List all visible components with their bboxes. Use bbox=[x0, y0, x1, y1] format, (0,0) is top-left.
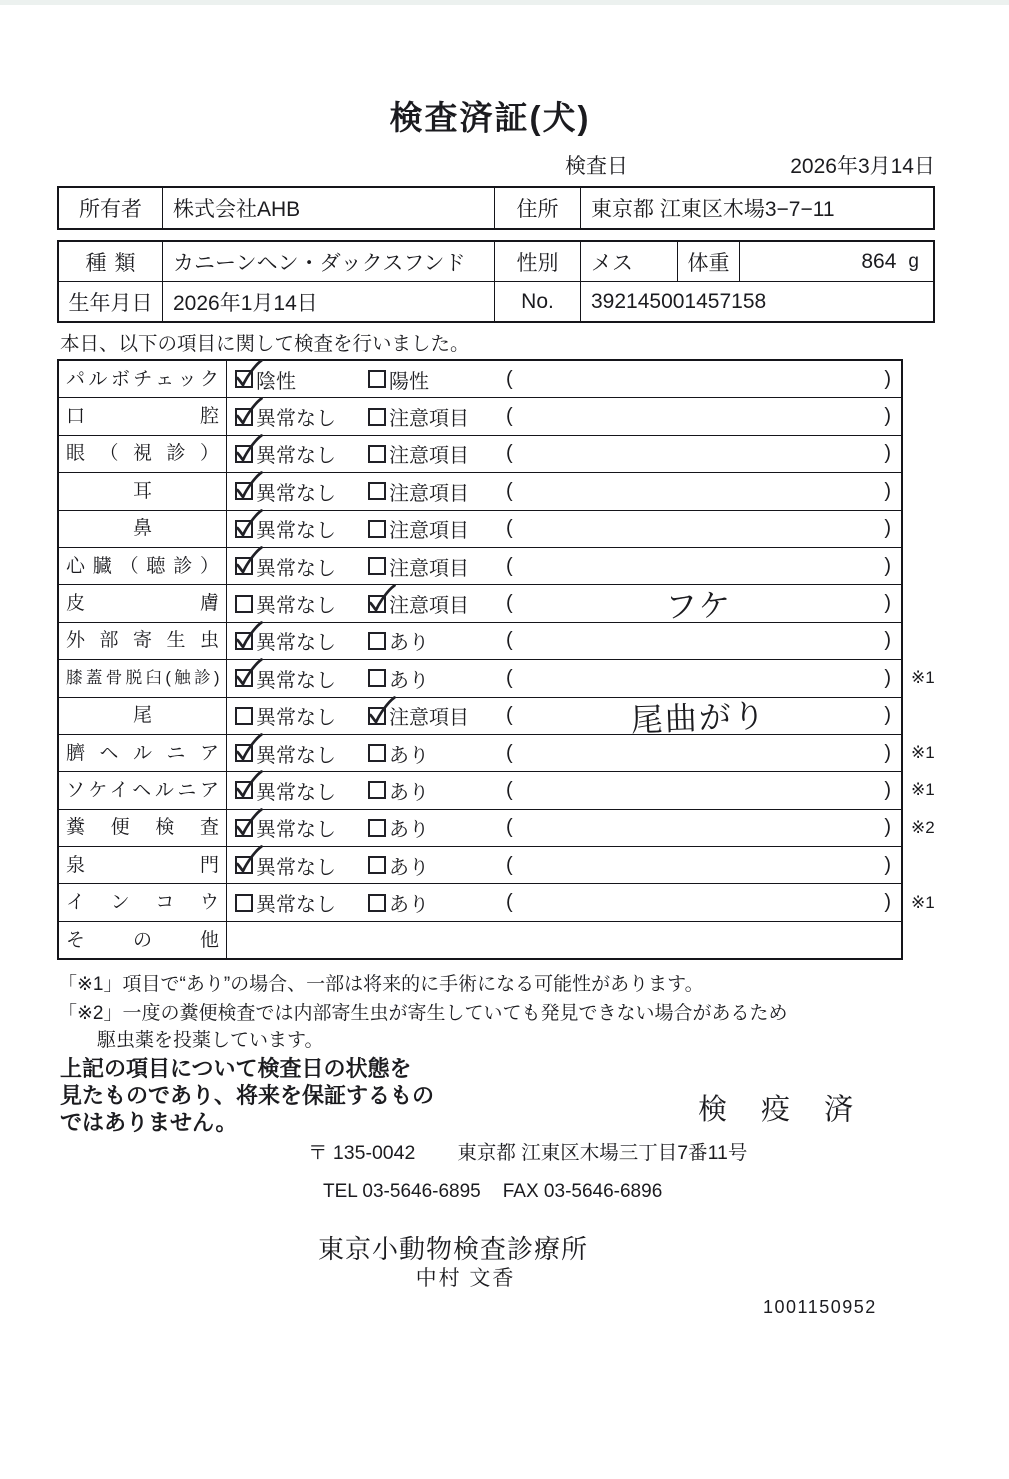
footnote-marker: ※2 bbox=[911, 817, 935, 837]
checklist-row-content bbox=[227, 697, 901, 739]
paren-open: ( bbox=[506, 816, 513, 839]
option-2 bbox=[368, 477, 506, 506]
checkbox-option-2 bbox=[368, 557, 386, 575]
option-2 bbox=[368, 514, 506, 543]
remark-parentheses bbox=[506, 854, 891, 877]
paren-close: ) bbox=[884, 554, 891, 577]
checklist-row-content bbox=[227, 810, 901, 846]
remark-parentheses bbox=[506, 517, 891, 540]
option-2-label: あり bbox=[389, 894, 429, 917]
footnote-marker: ※1 bbox=[911, 892, 935, 912]
checklist-item-label: 泉門 bbox=[66, 854, 219, 876]
option-1-label: 異常なし bbox=[256, 856, 336, 879]
checkbox-option-1 bbox=[235, 856, 253, 874]
postal-code: 〒 135-0042 bbox=[308, 1142, 416, 1164]
checklist-table bbox=[57, 359, 935, 960]
option-1 bbox=[235, 888, 368, 917]
checklist-row bbox=[59, 697, 901, 739]
disclaimer-line-2: 見たものであり、将来を保証するもの bbox=[60, 1083, 435, 1108]
option-2-label: あり bbox=[389, 856, 429, 879]
owner-name: 株式会社AHB bbox=[162, 188, 494, 228]
option-2-label: あり bbox=[389, 632, 429, 655]
option-1-label: 異常なし bbox=[256, 445, 336, 468]
footnote-1: 「※1」項目で“あり”の場合、一部は将来的に手術になる可能性があります。 bbox=[58, 974, 704, 995]
clinic-address: 東京都 江東区木場三丁目7番11号 bbox=[457, 1142, 748, 1164]
option-2 bbox=[368, 701, 506, 730]
option-2-label: 注意項目 bbox=[389, 482, 469, 505]
paren-open: ( bbox=[506, 853, 513, 876]
no-value: 392145001457158 bbox=[580, 282, 933, 321]
footnote-marker: ※1 bbox=[911, 668, 935, 688]
checklist-item-label: インコウ bbox=[66, 892, 219, 914]
paren-close: ) bbox=[884, 517, 891, 540]
page-title: 検査済証(犬) bbox=[389, 99, 591, 136]
checklist-row bbox=[59, 472, 901, 509]
checkbox-option-1 bbox=[235, 482, 253, 500]
checklist-item-label-cell bbox=[59, 660, 227, 696]
checklist-item-label-cell bbox=[59, 623, 227, 659]
paren-close: ) bbox=[884, 704, 891, 727]
paren-close: ) bbox=[884, 741, 891, 764]
option-2 bbox=[368, 776, 506, 805]
checklist-item-label: 外部寄生虫 bbox=[66, 630, 219, 652]
checkmark-icon bbox=[234, 770, 264, 801]
owner-address: 東京都 江東区木場3−7−11 bbox=[580, 188, 933, 228]
checkmark-icon bbox=[234, 359, 264, 390]
checklist-item-label: 膝蓋骨脱臼(触診) bbox=[66, 669, 219, 688]
checklist-item-label-cell bbox=[59, 772, 227, 808]
weight-label: 体重 bbox=[677, 242, 739, 281]
remark-parentheses bbox=[506, 555, 891, 578]
option-1-label: 異常なし bbox=[256, 595, 336, 618]
checklist-item-label: 心臓（聴診） bbox=[66, 555, 219, 577]
checkbox-option-2 bbox=[368, 894, 386, 912]
option-1 bbox=[235, 776, 368, 805]
option-1 bbox=[235, 589, 368, 618]
checklist-item-label: 耳 bbox=[132, 480, 152, 502]
checkmark-icon bbox=[234, 621, 264, 652]
option-1 bbox=[235, 439, 368, 468]
checklist-item-label-cell bbox=[59, 922, 227, 958]
breed-value: カニーンヘン・ダックスフンド bbox=[162, 242, 494, 281]
remark-parentheses bbox=[506, 667, 891, 690]
disclaimer-line-3: ではありません。 bbox=[60, 1110, 238, 1135]
sex-label: 性別 bbox=[494, 242, 580, 281]
checkbox-option-1 bbox=[235, 408, 253, 426]
paren-close: ) bbox=[884, 666, 891, 689]
option-1 bbox=[235, 813, 368, 842]
option-1-label: 異常なし bbox=[256, 557, 336, 580]
weight-number: 864 bbox=[861, 249, 897, 273]
checkbox-option-2 bbox=[368, 669, 386, 687]
paren-close: ) bbox=[884, 442, 891, 465]
checkmark-icon bbox=[234, 434, 264, 465]
remark-text: 尾曲がり bbox=[629, 697, 768, 739]
scan-edge-artifact bbox=[0, 0, 1009, 5]
checklist-item-label: 臍ヘルニア bbox=[66, 742, 219, 764]
option-1-label: 陰性 bbox=[256, 370, 296, 393]
checkmark-icon bbox=[234, 546, 264, 577]
option-2 bbox=[368, 813, 506, 842]
paren-open: ( bbox=[506, 592, 513, 615]
option-2-label: 注意項目 bbox=[389, 595, 469, 618]
paren-open: ( bbox=[506, 778, 513, 801]
checklist-row-content bbox=[227, 772, 901, 808]
checkbox-option-1 bbox=[235, 520, 253, 538]
checklist-row bbox=[59, 397, 901, 434]
footnote-marker: ※1 bbox=[911, 743, 935, 763]
checklist-row-content bbox=[227, 511, 901, 547]
option-1-label: 異常なし bbox=[256, 894, 336, 917]
checklist-item-label: パルボチェック bbox=[66, 368, 219, 390]
checkbox-option-2 bbox=[368, 370, 386, 388]
paren-close: ) bbox=[884, 629, 891, 652]
option-2 bbox=[368, 439, 506, 468]
clinic-tel: TEL 03-5646-6895 bbox=[323, 1181, 481, 1202]
checklist-item-label-cell bbox=[59, 735, 227, 771]
animal-table-row1 bbox=[59, 242, 933, 282]
option-1 bbox=[235, 739, 368, 768]
checklist-row bbox=[59, 361, 901, 397]
checkbox-option-2 bbox=[368, 482, 386, 500]
checklist-item-label-cell bbox=[59, 436, 227, 472]
paren-open: ( bbox=[506, 367, 513, 390]
checkbox-option-2 bbox=[368, 856, 386, 874]
option-2-label: 注意項目 bbox=[389, 520, 469, 543]
option-2 bbox=[368, 552, 506, 581]
checkmark-icon bbox=[234, 733, 264, 764]
footnote-2-continued: 駆虫薬を投薬しています。 bbox=[97, 1030, 324, 1051]
inspection-date-row bbox=[57, 150, 935, 180]
checkbox-option-2 bbox=[368, 744, 386, 762]
option-1-label: 異常なし bbox=[256, 707, 336, 730]
paren-open: ( bbox=[506, 554, 513, 577]
checklist-row-content bbox=[227, 847, 901, 883]
option-1-label: 異常なし bbox=[256, 781, 336, 804]
option-2-label: あり bbox=[389, 744, 429, 767]
paren-close: ) bbox=[884, 405, 891, 428]
checklist-row-content bbox=[227, 623, 901, 659]
weight-unit: g bbox=[908, 250, 919, 272]
veterinarian-name: 中村 文香 bbox=[415, 1267, 516, 1290]
checkmark-icon bbox=[234, 471, 264, 502]
option-1-label: 異常なし bbox=[256, 819, 336, 842]
option-2 bbox=[368, 626, 506, 655]
paren-close: ) bbox=[884, 592, 891, 615]
remark-parentheses bbox=[506, 629, 891, 652]
remark-parentheses bbox=[506, 891, 891, 914]
option-1-label: 異常なし bbox=[256, 482, 336, 505]
checkbox-option-1 bbox=[235, 445, 253, 463]
paren-close: ) bbox=[884, 816, 891, 839]
remark-parentheses bbox=[506, 693, 891, 739]
checklist-row-content bbox=[227, 398, 901, 434]
owner-label: 所有者 bbox=[79, 198, 142, 221]
checklist-item-label: 糞便検査 bbox=[66, 817, 219, 839]
inspection-date-value: 2026年3月14日 bbox=[790, 155, 935, 178]
paren-open: ( bbox=[506, 517, 513, 540]
option-2 bbox=[368, 851, 506, 880]
remark-parentheses bbox=[506, 368, 891, 391]
checklist-row bbox=[59, 883, 935, 920]
option-2-label: 注意項目 bbox=[389, 445, 469, 468]
checklist-row bbox=[59, 622, 901, 659]
paren-close: ) bbox=[884, 778, 891, 801]
checklist-item-label: 尾 bbox=[132, 705, 152, 727]
disclaimer-line-1: 上記の項目について検査日の状態を bbox=[60, 1056, 412, 1081]
weight-value bbox=[739, 242, 933, 281]
checklist-item-label-cell bbox=[59, 698, 227, 734]
option-1-label: 異常なし bbox=[256, 632, 336, 655]
option-1 bbox=[235, 701, 368, 730]
checkbox-option-1 bbox=[235, 744, 253, 762]
option-1-label: 異常なし bbox=[256, 408, 336, 431]
remark-parentheses bbox=[506, 581, 891, 627]
checkmark-icon bbox=[367, 696, 397, 727]
option-2-label: 注意項目 bbox=[389, 557, 469, 580]
checklist-row bbox=[59, 921, 901, 958]
intro-text: 本日、以下の項目に関して検査を行いました。 bbox=[60, 333, 470, 355]
animal-table-row2 bbox=[59, 282, 933, 321]
checklist-item-label: その他 bbox=[66, 929, 219, 951]
checklist-item-label-cell bbox=[59, 361, 227, 397]
checkbox-option-2 bbox=[368, 632, 386, 650]
option-2-label: あり bbox=[389, 669, 429, 692]
checklist-row bbox=[59, 435, 901, 472]
checklist-row bbox=[59, 510, 901, 547]
option-2-label: あり bbox=[389, 781, 429, 804]
paren-close: ) bbox=[884, 853, 891, 876]
checkbox-option-1 bbox=[235, 707, 253, 725]
checkbox-option-1 bbox=[235, 557, 253, 575]
remark-text: フケ bbox=[664, 586, 733, 625]
checklist-item-label-cell bbox=[59, 473, 227, 509]
no-label: No. bbox=[494, 282, 580, 321]
option-1 bbox=[235, 477, 368, 506]
checkbox-option-2 bbox=[368, 520, 386, 538]
birth-value: 2026年1月14日 bbox=[162, 282, 494, 321]
inspection-date-label: 検査日 bbox=[565, 155, 628, 178]
checklist-row bbox=[59, 809, 935, 846]
clinic-name: 東京小動物検査診療所 bbox=[318, 1234, 589, 1264]
option-2 bbox=[368, 402, 506, 431]
option-1 bbox=[235, 552, 368, 581]
remark-parentheses bbox=[506, 405, 891, 428]
option-2-label: 陽性 bbox=[389, 370, 429, 393]
option-1 bbox=[235, 402, 368, 431]
clinic-fax: FAX 03-5646-6896 bbox=[502, 1181, 663, 1202]
checklist-row bbox=[59, 846, 901, 883]
paren-open: ( bbox=[506, 629, 513, 652]
checkbox-option-1 bbox=[235, 669, 253, 687]
remark-parentheses bbox=[506, 442, 891, 465]
checklist-row bbox=[59, 734, 935, 771]
checklist-row-content bbox=[227, 585, 901, 625]
paren-close: ) bbox=[884, 479, 891, 502]
paren-open: ( bbox=[506, 442, 513, 465]
checklist-item-label-cell bbox=[59, 810, 227, 846]
checkbox-option-1 bbox=[235, 819, 253, 837]
checkmark-icon bbox=[234, 397, 264, 428]
checklist-row-content bbox=[227, 922, 901, 958]
option-1-label: 異常なし bbox=[256, 520, 336, 543]
checklist-item-label-cell bbox=[59, 585, 227, 621]
checklist-item-label: 皮膚 bbox=[66, 593, 219, 615]
animal-table bbox=[57, 240, 935, 323]
clinic-postal-line bbox=[308, 1137, 747, 1165]
option-2-label: 注意項目 bbox=[389, 408, 469, 431]
option-1 bbox=[235, 851, 368, 880]
paren-open: ( bbox=[506, 741, 513, 764]
checkmark-icon bbox=[234, 509, 264, 540]
checklist-row-content bbox=[227, 361, 901, 397]
checkbox-option-2 bbox=[368, 707, 386, 725]
remark-parentheses bbox=[506, 480, 891, 503]
serial-number: 1001150952 bbox=[763, 1297, 877, 1317]
option-1 bbox=[235, 626, 368, 655]
checklist-row bbox=[59, 584, 901, 625]
paren-open: ( bbox=[506, 405, 513, 428]
checklist-item-label-cell bbox=[59, 847, 227, 883]
checkmark-icon bbox=[234, 658, 264, 689]
checklist-item-label: 鼻 bbox=[132, 518, 152, 540]
option-2 bbox=[368, 589, 506, 618]
checkbox-option-2 bbox=[368, 595, 386, 613]
checklist-row-content bbox=[227, 436, 901, 472]
checklist-row-content bbox=[227, 884, 901, 920]
checkbox-option-2 bbox=[368, 781, 386, 799]
birth-label: 生年月日 bbox=[68, 291, 153, 315]
remark-parentheses bbox=[506, 816, 891, 839]
option-1 bbox=[235, 514, 368, 543]
option-2 bbox=[368, 365, 506, 394]
checkmark-icon bbox=[234, 808, 264, 839]
checklist-row-content bbox=[227, 735, 901, 771]
paren-close: ) bbox=[884, 367, 891, 390]
checkmark-icon bbox=[367, 584, 397, 615]
option-1 bbox=[235, 365, 368, 394]
checkbox-option-2 bbox=[368, 819, 386, 837]
option-2 bbox=[368, 888, 506, 917]
paren-open: ( bbox=[506, 891, 513, 914]
option-2-label: 注意項目 bbox=[389, 707, 469, 730]
checklist-item-label: 口腔 bbox=[66, 406, 219, 428]
checklist-item-label: ソケイヘルニア bbox=[66, 779, 219, 801]
checklist-item-label-cell bbox=[59, 884, 227, 920]
sex-value: メス bbox=[580, 242, 677, 281]
option-1 bbox=[235, 664, 368, 693]
disclaimer-text bbox=[60, 1055, 434, 1136]
checklist-row-content bbox=[227, 473, 901, 509]
checkbox-option-2 bbox=[368, 408, 386, 426]
paren-open: ( bbox=[506, 479, 513, 502]
option-1-label: 異常なし bbox=[256, 669, 336, 692]
owner-table bbox=[57, 186, 935, 230]
footnote-marker: ※1 bbox=[911, 780, 935, 800]
paren-open: ( bbox=[506, 666, 513, 689]
checklist-item-label-cell bbox=[59, 398, 227, 434]
checkbox-option-1 bbox=[235, 370, 253, 388]
paren-close: ) bbox=[884, 891, 891, 914]
quarantine-passed-stamp: 検 疫 済 bbox=[698, 1094, 867, 1126]
checkbox-option-1 bbox=[235, 632, 253, 650]
remark-parentheses bbox=[506, 779, 891, 802]
paren-open: ( bbox=[506, 704, 513, 727]
clinic-phone-line bbox=[323, 1181, 662, 1203]
option-2 bbox=[368, 664, 506, 693]
option-1-label: 異常なし bbox=[256, 744, 336, 767]
option-2-label: あり bbox=[389, 819, 429, 842]
checklist-row bbox=[59, 771, 935, 808]
checkbox-option-1 bbox=[235, 595, 253, 613]
checklist-item-label: 眼（視診） bbox=[66, 443, 219, 465]
checklist-item-label-cell bbox=[59, 511, 227, 547]
checkmark-icon bbox=[234, 845, 264, 876]
remark-parentheses bbox=[506, 742, 891, 765]
owner-address-label: 住所 bbox=[494, 188, 580, 228]
checkbox-option-1 bbox=[235, 894, 253, 912]
checklist-item-label-cell bbox=[59, 548, 227, 584]
footnote-2: 「※2」一度の糞便検査では内部寄生虫が寄生していても発見できない場合があるため bbox=[58, 1003, 788, 1024]
option-2 bbox=[368, 739, 506, 768]
breed-label: 種類 bbox=[85, 251, 144, 275]
checkbox-option-1 bbox=[235, 781, 253, 799]
checkbox-option-2 bbox=[368, 445, 386, 463]
